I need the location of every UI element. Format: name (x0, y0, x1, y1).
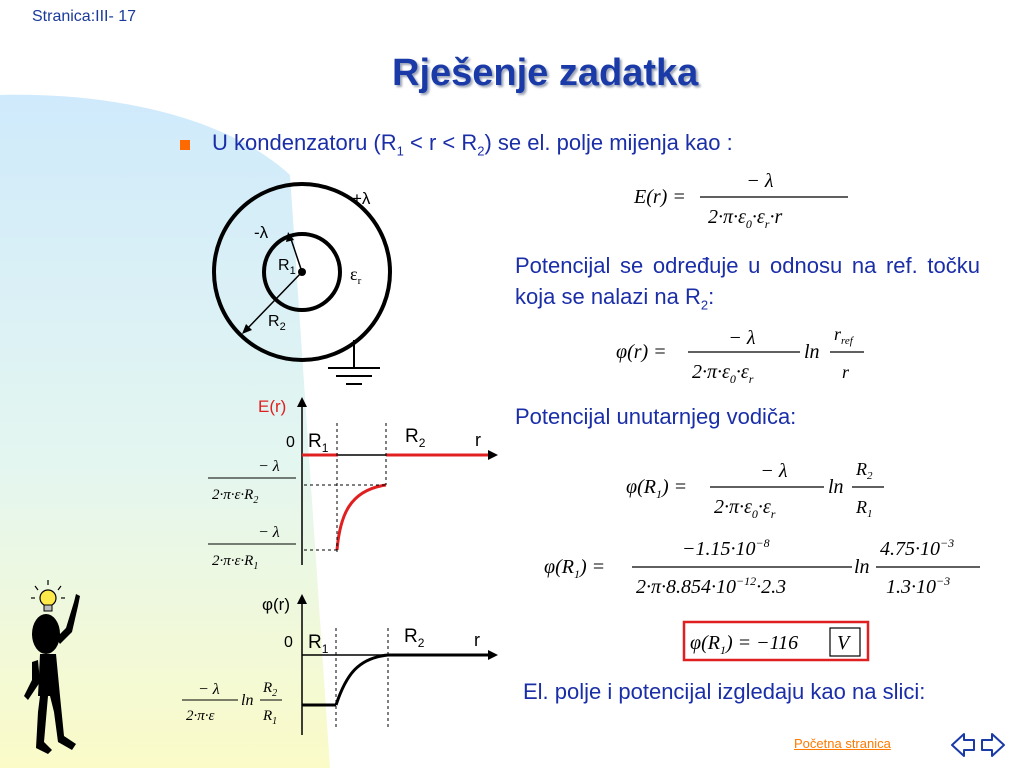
nav-arrows (950, 730, 1006, 760)
forward-arrow-icon[interactable] (982, 734, 1004, 756)
paragraph-potential (515, 250, 980, 320)
formula-denominator: $2\cdot\pi\cdot\varepsilon_0\cdot\varepsilon_r$ (692, 361, 754, 386)
intro-part: ) se el. polje mijenja kao : (484, 130, 733, 155)
paragraph-final: El. polje i potencijal izgledaju kao na slici: (523, 679, 926, 704)
paragraph-sub: 2 (700, 297, 709, 313)
formula-frac-num: $4.75\cdot 10^{-3}$ (880, 536, 955, 560)
formula-ln: ln (828, 476, 844, 498)
x-axis-label: r (474, 630, 480, 650)
formula-lhs: φ(r) = (616, 341, 667, 363)
result-text: $\varphi(R_1) = -116$ (690, 632, 799, 657)
formula-frac-den: $1.3\cdot 10^{-3}$ (886, 574, 951, 598)
formula-numerator: − λ (728, 327, 756, 349)
formula-ln: ln (854, 556, 870, 578)
formula-numerator: $-1.15\cdot 10^{-8}$ (682, 536, 770, 560)
page-number: Stranica:III- 17 (32, 8, 137, 25)
formula-lhs: $\varphi(R_1)$ = (626, 476, 688, 501)
capacitor-figure (200, 180, 400, 390)
x-axis-arrow (488, 650, 498, 660)
formula-frac-num: $R_2$ (856, 459, 873, 482)
lightbulb-icon (31, 580, 65, 611)
paragraph-text: : (708, 284, 715, 309)
formula-result (682, 620, 872, 664)
formula-potential-r1 (622, 455, 892, 525)
r1-label: $R_1$ (308, 431, 329, 455)
field-curve (337, 485, 386, 550)
r2-label: $R_2$ (405, 426, 426, 450)
label-r2: $R_2$ (268, 313, 286, 333)
formula-numerator: − λ (746, 170, 774, 192)
back-arrow-icon[interactable] (952, 734, 974, 756)
tick1-den: $2\cdot\pi\cdot\varepsilon\cdot R_2$ (212, 487, 259, 506)
intro-part: < r < R (403, 130, 478, 155)
potential-curve (336, 655, 388, 705)
tick-frac-num: $R_2$ (263, 680, 278, 699)
y-axis-label: E(r) (258, 397, 287, 416)
page-title: Rješenje zadatka (392, 52, 699, 94)
formula-frac-den: r (842, 362, 850, 382)
r2-label: $R_2$ (404, 626, 425, 650)
intro-sub: 1 (396, 143, 404, 159)
intro-part: U kondenzatoru (R (212, 130, 397, 155)
graph-field-strength (200, 395, 510, 570)
intro-text (212, 130, 733, 158)
tick2-num: − λ (258, 524, 280, 541)
intro-sub: 2 (477, 143, 485, 159)
paragraph-inner: Potencijal unutarnjeg vodiča: (515, 404, 797, 429)
bullet-marker (180, 140, 190, 150)
formula-lhs: $\varphi(R_1)$ = (544, 556, 606, 581)
x-axis-label: r (475, 430, 481, 450)
formula-field-strength (630, 165, 860, 235)
formula-frac-num: $r_{ref}$ (834, 324, 853, 347)
label-minus-lambda: -λ (254, 223, 269, 242)
stick-figure (24, 594, 80, 754)
y-axis-arrow (297, 594, 307, 604)
label-epsilon: $\varepsilon_r$ (350, 264, 362, 287)
tick-frac-den: $R_1$ (263, 708, 278, 727)
formula-ln: ln (804, 341, 820, 363)
formula-potential (612, 322, 882, 390)
formula-numeric (540, 533, 990, 603)
home-link[interactable]: Početna stranica (794, 736, 891, 751)
formula-lhs: E(r) = (634, 186, 686, 208)
tick1-num: − λ (258, 458, 280, 475)
tick2-den: $2\cdot\pi\cdot\varepsilon\cdot R_1$ (212, 553, 259, 570)
r1-label: $R_1$ (308, 632, 329, 656)
y-axis-arrow (297, 397, 307, 407)
x-axis-arrow (488, 450, 498, 460)
label-plus-lambda: +λ (352, 189, 371, 208)
tick-den: 2·π·ε (186, 708, 215, 724)
paragraph-text: Potencijal se određuje u odnosu na ref. točku koja se nalazi na R (515, 253, 980, 309)
result-unit: V (837, 632, 850, 654)
zero-label: 0 (284, 634, 293, 651)
label-r1: $R_1$ (278, 257, 296, 277)
formula-denominator: $2\cdot\pi\cdot 8.854\cdot 10^{-12}\cdot 2.3$ (636, 574, 787, 598)
thinking-figure-illustration (18, 572, 108, 762)
formula-frac-den: $R_1$ (856, 497, 873, 520)
formula-numerator: − λ (760, 460, 788, 482)
formula-denominator: $2\cdot\pi\cdot\varepsilon_0\cdot\varepsilon_r\cdot r$ (708, 206, 783, 231)
graph-potential (178, 590, 508, 740)
y-axis-label: φ(r) (262, 595, 291, 614)
tick-ln: ln (241, 692, 254, 709)
tick-num: − λ (198, 681, 220, 698)
zero-label: 0 (286, 434, 295, 451)
formula-denominator: $2\cdot\pi\cdot\varepsilon_0\cdot\varepsilon_r$ (714, 496, 776, 521)
